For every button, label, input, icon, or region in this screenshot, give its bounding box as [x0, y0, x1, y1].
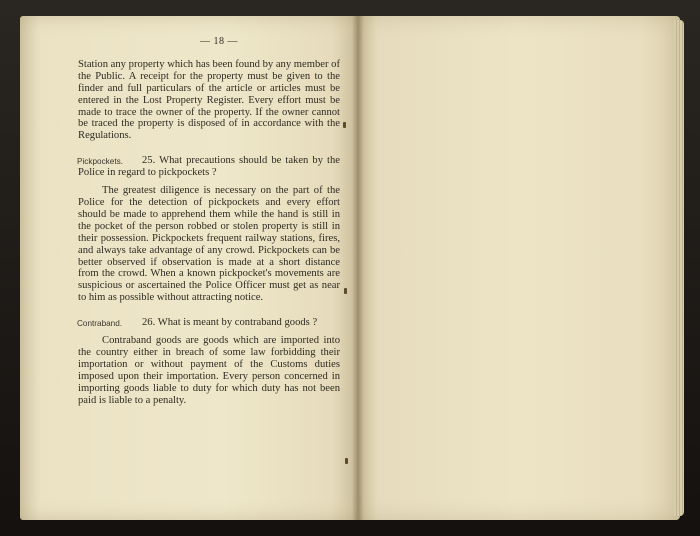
answer-paragraph: The greatest diligence is necessary on the part of the Police for the detection of pickpockets and every effort should be made to apprehend them while the hand is still in the pocket of the person robbed or stolen property is still in their possession. Pickpockets frequent railway stations, fires, and always take advantage of any crowd. Pickpockets can be better observed if observation is made at a short distance from the crowd. When a known pickpocket's movements are suspicious or ascertained the Police Officer must get as near to him as possible without attracting notice.	[78, 185, 340, 304]
page-edges	[674, 20, 684, 516]
open-book-spread	[14, 12, 686, 522]
book-gutter	[352, 16, 364, 520]
page-number: — 18 —	[200, 36, 238, 47]
sidenote-label: Contraband.	[77, 319, 123, 329]
left-page	[20, 16, 358, 520]
right-page-blank	[358, 16, 680, 520]
section-contraband	[78, 317, 340, 406]
intro-paragraph: Station any property which has been found by any member of the Public. A receipt for the property must be given to the finder and full particulars of the article or articles must be entered in the Lost Property Register. Every effort must be made to trace the owner of the property. If the owner cannot be traced the property is disposed of in accordance with the Regulations.	[78, 58, 340, 142]
question-text: 25. What precautions should be taken by the Police in regard to pickpockets ?	[78, 155, 340, 179]
page-text	[78, 36, 340, 406]
answer-paragraph: Contraband goods are goods which are imported into the country either in breach of some law forbidding their importation or without payment of the Customs duties imposed upon their importation. Every person concerned in importing goods liable to duty for which duty has not been paid is liable to a penalty.	[78, 335, 340, 406]
question-line	[78, 317, 340, 329]
sidenote-label: Pickpockets.	[77, 157, 123, 167]
question-line	[78, 155, 340, 179]
section-pickpockets	[78, 155, 340, 304]
binding-stitch	[344, 288, 347, 294]
question-text: 26. What is meant by contraband goods ?	[142, 317, 318, 329]
binding-stitch	[343, 122, 346, 128]
binding-stitch	[345, 458, 348, 464]
